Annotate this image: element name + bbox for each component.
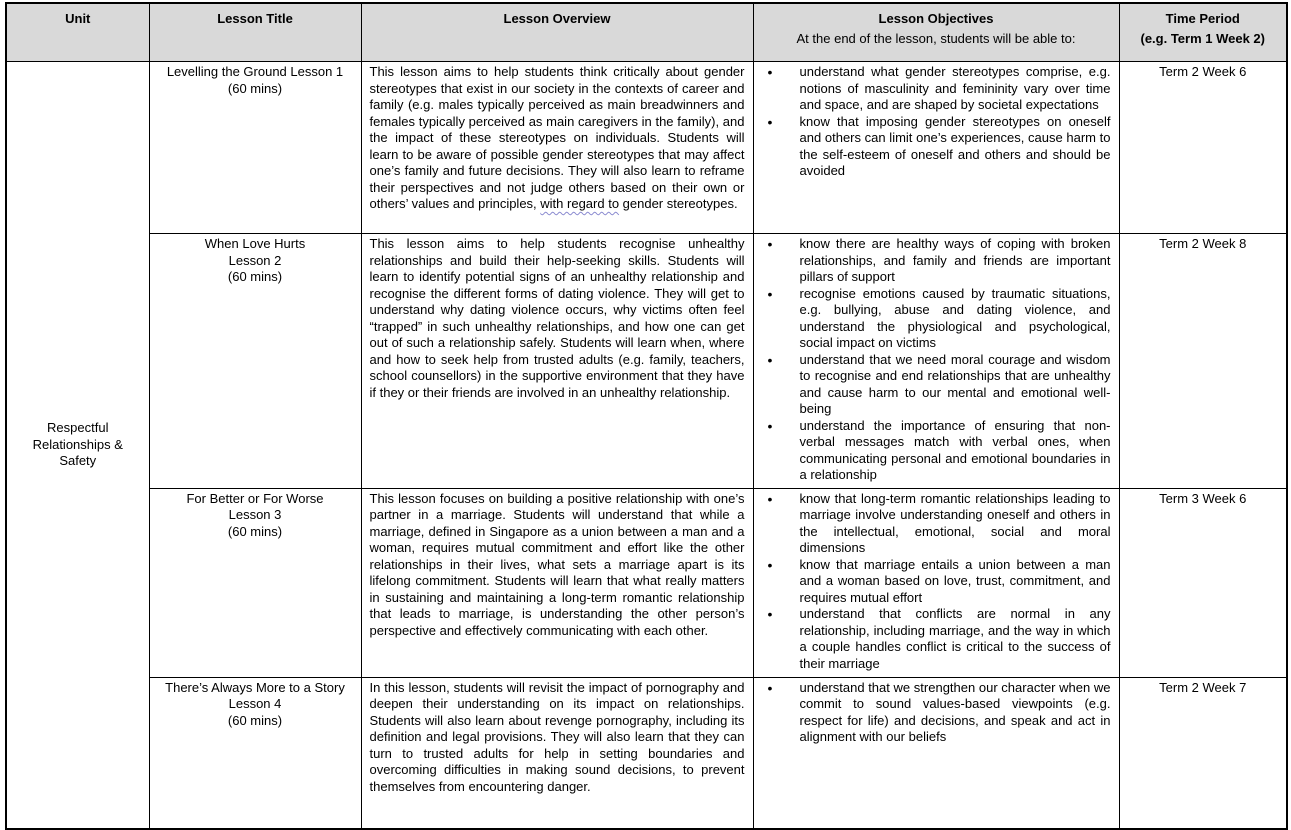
lesson-number: Lesson 2 bbox=[228, 252, 282, 268]
objective-item: • know that marriage entails a union between a man and a woman based on love, trust, commitment, and requires mutual effort bbox=[758, 557, 1113, 607]
objective-item: • know that imposing gender stereotypes on oneself and others can limit one’s experiences, cause harm to the self-esteem of oneself and others and should be avoided bbox=[758, 114, 1113, 180]
header-lesson-objectives-label: Lesson Objectives bbox=[878, 11, 994, 26]
objective-item: • recognise emotions caused by traumatic situations, e.g. bullying, abuse and dating violence, and understand the physiological and psychological, social impact on victims bbox=[758, 286, 1113, 352]
lesson-overview-cell-3 bbox=[361, 488, 753, 677]
header-time-period-subtitle: (e.g. Term 1 Week 2) bbox=[1140, 31, 1265, 46]
lesson-number: Lesson 4 bbox=[228, 696, 282, 711]
header-cell-unit bbox=[6, 3, 149, 62]
overview-text: This lesson aims to help students think critically about gender stereotypes that exist in our society in the contexts of career and family (e.g. males typically perceived as main breadwinners and females typically perceived as main caregivers in the family), and the impact of these stereotypes on individuals. Students will learn to be aware of possible gender stereotypes that may affect one’s family and future decisions. They will also learn to reframe their perspectives and not judge others based on their own or others’ values and principles, bbox=[369, 64, 745, 211]
lesson-title-cell-3 bbox=[149, 488, 361, 677]
lesson-title-cell-1 bbox=[149, 62, 361, 234]
lesson-title-line: There’s Always More to a Story bbox=[165, 679, 345, 695]
lesson-row-1 bbox=[6, 62, 1287, 234]
objective-item: • know there are healthy ways of coping with broken relationships, and family and friends are important pillars of support bbox=[758, 236, 1113, 286]
lesson-overview-cell-2 bbox=[361, 234, 753, 489]
lesson-duration: (60 mins) bbox=[227, 80, 283, 96]
lesson-title-cell-2 bbox=[149, 234, 361, 489]
lesson-overview-cell-1 bbox=[361, 62, 753, 234]
lesson-plan-table bbox=[5, 2, 1288, 830]
header-time-period-label: Time Period bbox=[1165, 11, 1240, 26]
header-objectives-subtitle: At the end of the lesson, students will be able to: bbox=[796, 31, 1076, 46]
time-period-value: Term 2 Week 7 bbox=[1159, 679, 1247, 695]
header-cell-time-period bbox=[1119, 3, 1287, 62]
objective-item: • understand that we need moral courage and wisdom to recognise and end relationships that are unhealthy and cause harm to our mental and emotional well-being bbox=[758, 352, 1113, 418]
lesson-row-3 bbox=[6, 488, 1287, 677]
header-lesson-overview-label: Lesson Overview bbox=[503, 11, 611, 26]
unit-name: Respectful Relationships & Safety bbox=[32, 420, 123, 468]
lesson-title-line: Levelling the Ground Lesson 1 bbox=[166, 64, 344, 79]
lesson-title-line: When Love Hurts bbox=[204, 236, 306, 251]
time-period-value: Term 3 Week 6 bbox=[1159, 490, 1247, 506]
time-period-cell-4 bbox=[1119, 677, 1287, 829]
header-unit-label: Unit bbox=[65, 11, 91, 26]
lesson-title-line: For Better or For Worse bbox=[186, 490, 324, 506]
time-period-cell-3 bbox=[1119, 488, 1287, 677]
objective-item: • understand the importance of ensuring that non-verbal messages match with verbal ones, when communicating personal and emotional boundaries in a relationship bbox=[758, 418, 1113, 484]
objective-item: • know that long-term romantic relationships leading to marriage involve understanding oneself and others in the intellectual, emotional, social and moral dimensions bbox=[758, 491, 1113, 557]
time-period-value: Term 2 Week 8 bbox=[1159, 236, 1247, 251]
time-period-cell-2 bbox=[1119, 234, 1287, 489]
lesson-objectives-cell-1 bbox=[753, 62, 1119, 234]
overview-text: This lesson focuses on building a positive relationship with one’s partner in a marriage. Students will understand that while a marriage, defined in Singapore as a union between a man and a woman, requires mutual commitment and effort like the other relationships in their lives, what sets a marriage apart is its lifelong commitment. Students will learn that what really matters in sustaining and maintaining a long-term romantic relationship that leads to marriage, is understanding the other person’s perspective and effectively communicating with each other. bbox=[369, 490, 745, 638]
header-lesson-title-label: Lesson Title bbox=[217, 11, 293, 26]
lesson-duration: (60 mins) bbox=[227, 712, 283, 728]
lesson-title-cell-4 bbox=[149, 677, 361, 829]
lesson-objectives-cell-3 bbox=[753, 488, 1119, 677]
objective-item: • understand that conflicts are normal in any relationship, including marriage, and the way in which a couple handles conflict is critical to the success of their marriage bbox=[758, 606, 1113, 672]
time-period-cell-1 bbox=[1119, 62, 1287, 234]
objectives-list bbox=[758, 236, 1113, 484]
header-cell-lesson-overview bbox=[361, 3, 753, 62]
overview-text: gender stereotypes. bbox=[619, 196, 738, 211]
header-cell-lesson-title bbox=[149, 3, 361, 62]
lesson-objectives-cell-4 bbox=[753, 677, 1119, 829]
unit-cell bbox=[6, 62, 149, 829]
lesson-duration: (60 mins) bbox=[227, 269, 283, 284]
lesson-objectives-cell-2 bbox=[753, 234, 1119, 489]
objectives-list bbox=[758, 64, 1113, 180]
header-cell-lesson-objectives bbox=[753, 3, 1119, 62]
objective-item: • understand that we strengthen our character when we commit to sound values-based viewpoints (e.g. respect for life) and decisions, and speak and act in alignment with our beliefs bbox=[758, 680, 1113, 746]
objective-item: • understand what gender stereotypes comprise, e.g. notions of masculinity and femininity vary over time and space, and are shaped by societal expectations bbox=[758, 64, 1113, 114]
overview-text: This lesson aims to help students recognise unhealthy relationships and build their help-seeking skills. Students will learn to identify potential signs of an unhealthy relationship and recognise the different forms of dating violence. They will get to understand why dating violence occurs, why victims often feel “trapped” in such unhealthy relationships, and how one can get out of such a relationship safely. Students will learn when, where and how to seek help from trusted adults (e.g. family, teachers, school counsellors) in the supportive environment that they have if they or their friends are involved in an unhealthy relationship. bbox=[369, 236, 745, 400]
lesson-number: Lesson 3 bbox=[228, 507, 282, 522]
lesson-duration: (60 mins) bbox=[227, 523, 283, 539]
overview-text: In this lesson, students will revisit the impact of pornography and deepen their understanding on its impact on relationships. Students will also learn about revenge pornography, including its definition and legal provisions. They will also learn that they can turn to trusted adults for help in setting boundaries and overcoming difficulties in making sound decisions, to prevent themselves from encountering danger. bbox=[369, 679, 745, 794]
objectives-list bbox=[758, 491, 1113, 673]
objectives-list bbox=[758, 680, 1113, 746]
table-header-row bbox=[6, 3, 1287, 62]
lesson-row-2 bbox=[6, 234, 1287, 489]
grammar-flagged-phrase: with regard to bbox=[540, 196, 620, 211]
lesson-row-4 bbox=[6, 677, 1287, 829]
time-period-value: Term 2 Week 6 bbox=[1159, 64, 1247, 79]
lesson-overview-cell-4 bbox=[361, 677, 753, 829]
